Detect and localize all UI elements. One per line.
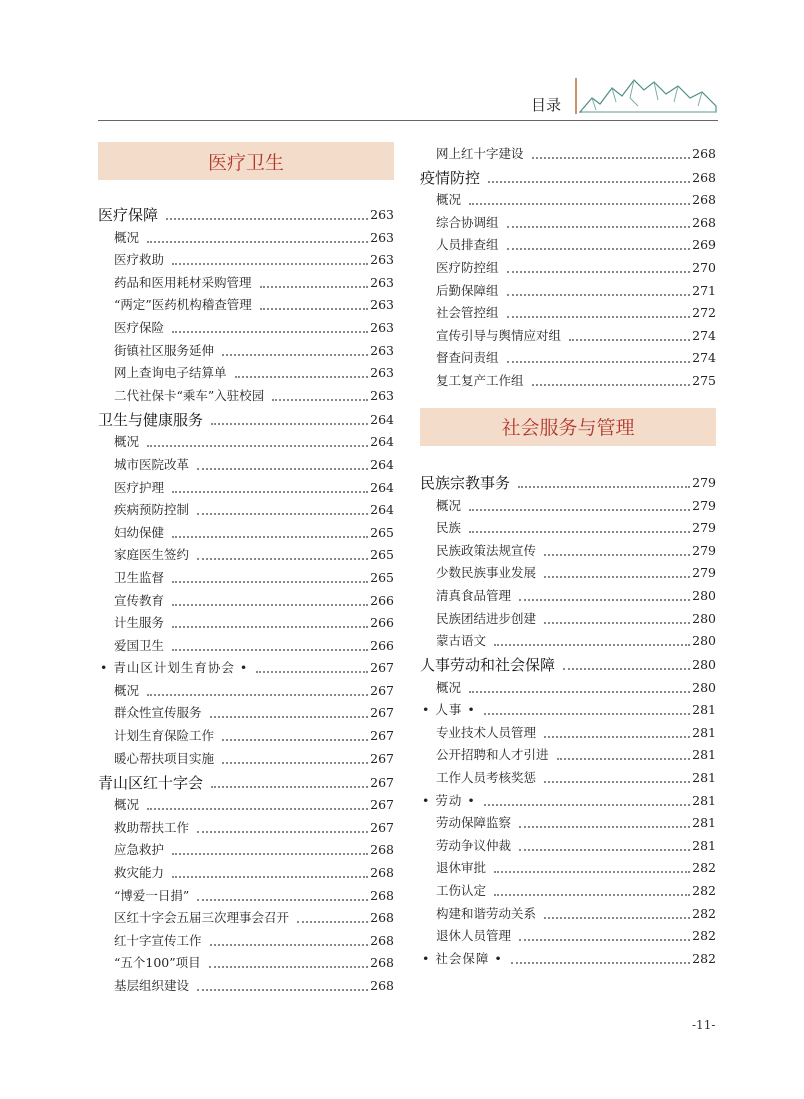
toc-entry-title: 街镇社区服务延伸 — [114, 342, 215, 358]
toc-entry — [98, 929, 394, 952]
dot-leader — [172, 581, 368, 583]
dot-leader — [519, 826, 690, 828]
toc-entry — [98, 861, 394, 884]
toc-entry-page: 281 — [692, 724, 716, 740]
toc-entry-title: 少数民族事业发展 — [436, 565, 537, 581]
dot-leader — [507, 271, 691, 273]
toc-entry-title: 概况 — [114, 797, 140, 813]
toc-entry-page: 264 — [370, 479, 394, 495]
toc-entry-page: 274 — [692, 350, 716, 366]
toc-entry — [420, 256, 716, 279]
dot-leader — [488, 181, 690, 183]
toc-entry-title: 工伤认定 — [436, 883, 487, 899]
dot-leader — [197, 513, 368, 515]
toc-entry-page: 282 — [692, 928, 716, 944]
toc-entry-page: 268 — [370, 887, 394, 903]
toc-entry — [420, 324, 716, 347]
toc-entry-title: 民族宗教事务 — [420, 473, 511, 492]
dot-leader — [197, 989, 368, 991]
dot-leader — [260, 308, 368, 310]
dot-leader — [197, 899, 368, 901]
toc-entry — [98, 612, 394, 635]
toc-entry — [98, 499, 394, 522]
toc-entry-page: 265 — [370, 524, 394, 540]
toc-entry-title: 公开招聘和人才引进 — [436, 747, 549, 763]
page-number: -11- — [692, 1018, 716, 1032]
dot-leader — [272, 399, 368, 401]
toc-entry — [420, 766, 716, 789]
toc-entry-title: 民族政策法规宣传 — [436, 542, 537, 558]
toc-entry-title: 民族 — [436, 520, 462, 536]
toc-entry-title: 药品和医用耗材采购管理 — [114, 274, 252, 290]
toc-entry-page: 263 — [370, 274, 394, 290]
toc-entry-page: 279 — [692, 474, 716, 490]
toc-entry-page: 268 — [370, 865, 394, 881]
toc-entry-page: 281 — [692, 792, 716, 808]
toc-entry-title: 医疗防控组 — [436, 259, 499, 275]
dot-leader — [557, 758, 691, 760]
toc-entry-page: 279 — [692, 565, 716, 581]
toc-entry-page: 267 — [370, 774, 394, 790]
toc-entry-title: 社会管控组 — [436, 305, 499, 321]
toc-entry — [98, 702, 394, 725]
toc-entry-title: • 青山区计划生育协会 • — [100, 660, 249, 676]
dot-leader — [469, 691, 690, 693]
toc-entry-page: 268 — [692, 145, 716, 161]
toc-entry-title: 宣传引导与舆情应对组 — [436, 327, 562, 343]
dot-leader — [544, 554, 690, 556]
dot-leader — [222, 762, 368, 764]
dot-leader — [494, 644, 690, 646]
toc-entry-title: 劳动保障监察 — [436, 815, 512, 831]
dot-leader — [197, 831, 368, 833]
toc-entry-title: 督查问责组 — [436, 350, 499, 366]
toc-heading-entry — [98, 202, 394, 226]
toc-entry-title: 概况 — [114, 229, 140, 245]
dot-leader — [172, 876, 368, 878]
toc-entry-page: 266 — [370, 615, 394, 631]
toc-entry — [98, 816, 394, 839]
toc-entry-page: 269 — [692, 237, 716, 253]
toc-entry — [420, 721, 716, 744]
toc-entry-page: 268 — [370, 932, 394, 948]
toc-entry-page: 263 — [370, 319, 394, 335]
toc-entry-page: 268 — [692, 169, 716, 185]
toc-entry-page: 282 — [692, 950, 716, 966]
toc-entry-title: • 社会保障 • — [422, 950, 503, 966]
toc-list-right — [420, 470, 716, 970]
toc-entry — [420, 584, 716, 607]
toc-entry — [420, 676, 716, 699]
toc-entry — [420, 279, 716, 302]
toc-entry-title: 妇幼保健 — [114, 524, 165, 540]
toc-entry-page: 282 — [692, 860, 716, 876]
toc-entry-page: 281 — [692, 747, 716, 763]
dot-leader — [256, 671, 368, 673]
dot-leader — [260, 286, 369, 288]
toc-entry-title: 家庭医生签约 — [114, 547, 190, 563]
toc-entry-title: 后勤保障组 — [436, 282, 499, 298]
dot-leader — [166, 218, 368, 220]
toc-entry — [420, 211, 716, 234]
dot-leader — [209, 966, 369, 968]
section-title-social: 社会服务与管理 — [420, 408, 716, 446]
toc-entry-page: 267 — [370, 750, 394, 766]
dot-leader — [211, 423, 368, 425]
toc-entry-page: 263 — [370, 387, 394, 403]
toc-entry — [98, 679, 394, 702]
toc-entry — [98, 566, 394, 589]
dot-leader — [210, 716, 369, 718]
toc-entry — [420, 517, 716, 540]
toc-entry-title: 城市医院改革 — [114, 456, 190, 472]
toc-entry-title: 暖心帮扶项目实施 — [114, 750, 215, 766]
dot-leader — [544, 736, 690, 738]
toc-entry-page: 281 — [692, 837, 716, 853]
toc-entry-title: 复工复产工作组 — [436, 372, 524, 388]
dot-leader — [147, 694, 368, 696]
toc-entry — [98, 476, 394, 499]
toc-entry-title: 宣传教育 — [114, 592, 165, 608]
section-title-medical: 医疗卫生 — [98, 142, 394, 180]
dot-leader — [519, 599, 690, 601]
toc-entry-title: 劳动争议仲裁 — [436, 837, 512, 853]
toc-entry-title: 民族团结进步创建 — [436, 610, 537, 626]
dot-leader — [532, 157, 691, 159]
dot-leader — [494, 894, 690, 896]
toc-entry — [420, 834, 716, 857]
dot-leader — [519, 939, 690, 941]
toc-entry-title: 概况 — [114, 682, 140, 698]
dot-leader — [511, 962, 690, 964]
dot-leader — [210, 944, 369, 946]
toc-entry-page: 272 — [692, 305, 716, 321]
dot-leader — [563, 668, 690, 670]
toc-entry-title: 概况 — [436, 192, 462, 208]
dot-leader — [147, 808, 368, 810]
toc-entry-page: 268 — [692, 192, 716, 208]
toc-entry-title: 人事劳动和社会保障 — [420, 656, 556, 675]
dot-leader — [544, 576, 690, 578]
toc-entry-page: 281 — [692, 815, 716, 831]
dot-leader — [297, 921, 368, 923]
dot-leader — [147, 445, 368, 447]
toc-entry — [98, 544, 394, 567]
toc-entry-page: 268 — [370, 910, 394, 926]
toc-heading-entry — [420, 470, 716, 494]
toc-entry-title: “五个100”项目 — [114, 955, 201, 971]
toc-entry-page: 279 — [692, 497, 716, 513]
toc-list-left — [98, 202, 394, 997]
toc-entry-page: 267 — [370, 728, 394, 744]
toc-entry-title: 计划生育保险工作 — [114, 728, 215, 744]
toc-entry-title: 蒙古语文 — [436, 633, 487, 649]
toc-list-right-top — [420, 142, 716, 392]
toc-entry-page: 268 — [370, 842, 394, 858]
toc-entry-page: 267 — [370, 682, 394, 698]
toc-entry — [420, 630, 716, 653]
toc-entry — [98, 907, 394, 930]
dot-leader — [507, 248, 691, 250]
toc-left-column — [98, 142, 394, 997]
toc-entry — [420, 699, 716, 722]
toc-entry-title: 人员排查组 — [436, 237, 499, 253]
toc-entry-title: 综合协调组 — [436, 214, 499, 230]
toc-entry-title: 疫情防控 — [420, 168, 481, 187]
dot-leader — [484, 713, 690, 715]
toc-entry — [98, 521, 394, 544]
toc-entry-title: 卫生监督 — [114, 569, 165, 585]
toc-entry-page: 271 — [692, 282, 716, 298]
dot-leader — [197, 468, 368, 470]
toc-entry-title: 救灾能力 — [114, 865, 165, 881]
toc-entry-page: 264 — [370, 456, 394, 472]
toc-entry — [98, 249, 394, 272]
page-header-title: 目录 — [531, 96, 562, 114]
toc-entry — [98, 724, 394, 747]
toc-entry-page: 267 — [370, 705, 394, 721]
toc-entry — [98, 974, 394, 997]
dot-leader — [544, 781, 690, 783]
mountain-illustration — [574, 72, 720, 116]
toc-entry — [420, 189, 716, 212]
dot-leader — [532, 384, 691, 386]
toc-entry-page: 266 — [370, 592, 394, 608]
toc-heading-entry — [420, 165, 716, 189]
toc-entry-page: 265 — [370, 547, 394, 563]
dot-leader — [172, 649, 368, 651]
toc-entry — [98, 884, 394, 907]
toc-entry-page: 275 — [692, 372, 716, 388]
toc-entry-title: 区红十字会五届三次理事会召开 — [114, 910, 290, 926]
toc-entry-page: 263 — [370, 252, 394, 268]
toc-entry — [420, 744, 716, 767]
toc-entry-page: 263 — [370, 342, 394, 358]
toc-entry — [420, 302, 716, 325]
dot-leader — [235, 376, 369, 378]
toc-entry — [98, 294, 394, 317]
header-rule — [98, 120, 718, 121]
toc-entry-page: 264 — [370, 434, 394, 450]
toc-entry-title: 概况 — [436, 679, 462, 695]
dot-leader — [469, 509, 690, 511]
toc-entry — [420, 494, 716, 517]
toc-entry — [420, 369, 716, 392]
toc-entry-page: 268 — [370, 978, 394, 993]
toc-entry-page: 282 — [692, 905, 716, 921]
toc-entry — [98, 271, 394, 294]
dot-leader — [197, 558, 368, 560]
dot-leader — [172, 604, 368, 606]
toc-entry-page: 268 — [692, 214, 716, 230]
toc-entry-page: 270 — [692, 259, 716, 275]
dot-leader — [507, 361, 691, 363]
toc-entry-title: 网上红十字建设 — [436, 145, 524, 161]
toc-entry-title: “博爱一日捐” — [114, 887, 190, 903]
toc-entry — [420, 789, 716, 812]
toc-entry — [420, 812, 716, 835]
toc-entry-page: 281 — [692, 702, 716, 718]
toc-entry — [420, 879, 716, 902]
dot-leader — [172, 263, 368, 265]
toc-entry — [98, 339, 394, 362]
dot-leader — [469, 203, 690, 205]
toc-entry-title: 清真食品管理 — [436, 587, 512, 603]
toc-heading-entry — [98, 407, 394, 431]
dot-leader — [172, 626, 368, 628]
dot-leader — [172, 536, 368, 538]
dot-leader — [469, 531, 690, 533]
dot-leader — [494, 871, 690, 873]
toc-entry — [98, 589, 394, 612]
toc-entry — [98, 747, 394, 770]
toc-entry-title: “两定”医药机构稽查管理 — [114, 297, 252, 313]
dot-leader — [507, 294, 691, 296]
toc-entry-page: 263 — [370, 229, 394, 245]
toc-entry — [98, 431, 394, 454]
toc-entry-title: 疾病预防控制 — [114, 502, 190, 518]
toc-entry-title: 医疗保险 — [114, 319, 165, 335]
toc-heading-entry — [98, 770, 394, 794]
toc-entry-page: 264 — [370, 502, 394, 518]
toc-entry-title: • 人事 • — [422, 702, 476, 718]
toc-entry-page: 267 — [370, 819, 394, 835]
toc-entry-title: 概况 — [436, 497, 462, 513]
dot-leader — [222, 354, 368, 356]
toc-entry-page: 282 — [692, 883, 716, 899]
dot-leader — [544, 917, 690, 919]
dot-leader — [519, 849, 690, 851]
toc-entry — [420, 347, 716, 370]
toc-entry-page: 280 — [692, 610, 716, 626]
toc-entry — [98, 952, 394, 975]
toc-entry-page: 280 — [692, 587, 716, 603]
toc-entry-title: 青山区红十字会 — [98, 773, 204, 792]
toc-entry-title: 构建和谐劳动关系 — [436, 905, 537, 921]
toc-entry-page: 263 — [370, 297, 394, 313]
toc-entry-page: 263 — [370, 365, 394, 381]
dot-leader — [569, 339, 690, 341]
toc-entry — [98, 634, 394, 657]
toc-entry — [420, 857, 716, 880]
toc-entry — [98, 362, 394, 385]
toc-entry-page: 280 — [692, 657, 716, 673]
toc-entry — [98, 316, 394, 339]
toc-entry-title: 卫生与健康服务 — [98, 410, 204, 429]
dot-leader — [211, 786, 368, 788]
dot-leader — [544, 622, 690, 624]
dot-leader — [518, 486, 690, 488]
toc-entry — [98, 657, 394, 680]
toc-entry-title: 专业技术人员管理 — [436, 724, 537, 740]
toc-entry-title: 应急救护 — [114, 842, 165, 858]
dot-leader — [507, 226, 691, 228]
dot-leader — [222, 739, 368, 741]
toc-entry-page: 281 — [692, 770, 716, 786]
toc-entry-title: 概况 — [114, 434, 140, 450]
toc-entry-title: 救助帮扶工作 — [114, 819, 190, 835]
toc-entry — [420, 925, 716, 948]
toc-entry — [420, 902, 716, 925]
dot-leader — [172, 491, 368, 493]
toc-entry-page: 267 — [370, 660, 394, 676]
toc-entry-title: 爱国卫生 — [114, 637, 165, 653]
toc-entry — [420, 562, 716, 585]
toc-entry — [98, 839, 394, 862]
toc-entry-title: 二代社保卡“乘车”入驻校园 — [114, 387, 265, 403]
toc-entry-page: 267 — [370, 797, 394, 813]
toc-right-column — [420, 142, 716, 970]
toc-entry-page: 264 — [370, 411, 394, 427]
toc-entry-page: 279 — [692, 520, 716, 536]
toc-entry — [98, 794, 394, 817]
toc-entry-page: 274 — [692, 327, 716, 343]
toc-entry — [98, 453, 394, 476]
toc-entry — [420, 947, 716, 970]
toc-entry-page: 280 — [692, 679, 716, 695]
dot-leader — [507, 316, 691, 318]
toc-entry — [420, 142, 716, 165]
toc-entry — [420, 539, 716, 562]
toc-entry — [420, 234, 716, 257]
dot-leader — [147, 241, 368, 243]
toc-entry-title: 退休审批 — [436, 860, 487, 876]
toc-entry-page: 279 — [692, 542, 716, 558]
toc-entry-page: 263 — [370, 207, 394, 222]
toc-entry-title: 计生服务 — [114, 615, 165, 631]
toc-entry-title: 工作人员考核奖惩 — [436, 770, 537, 786]
toc-entry — [98, 384, 394, 407]
dot-leader — [484, 804, 690, 806]
toc-entry-title: 退休人员管理 — [436, 928, 512, 944]
toc-entry-title: 网上查询电子结算单 — [114, 365, 227, 381]
toc-entry-title: 医疗保障 — [98, 206, 159, 224]
toc-entry-page: 266 — [370, 637, 394, 653]
toc-entry-title: 基层组织建设 — [114, 978, 190, 993]
toc-entry-page: 280 — [692, 633, 716, 649]
toc-entry-title: 医疗护理 — [114, 479, 165, 495]
dot-leader — [172, 331, 368, 333]
toc-entry — [420, 607, 716, 630]
toc-heading-entry — [420, 652, 716, 676]
toc-entry-page: 268 — [370, 955, 394, 971]
toc-entry-title: 红十字宣传工作 — [114, 932, 202, 948]
toc-entry — [98, 226, 394, 249]
toc-entry-title: 医疗救助 — [114, 252, 165, 268]
toc-entry-page: 265 — [370, 569, 394, 585]
dot-leader — [172, 853, 368, 855]
toc-entry-title: 群众性宣传服务 — [114, 705, 202, 721]
toc-entry-title: • 劳动 • — [422, 792, 476, 808]
